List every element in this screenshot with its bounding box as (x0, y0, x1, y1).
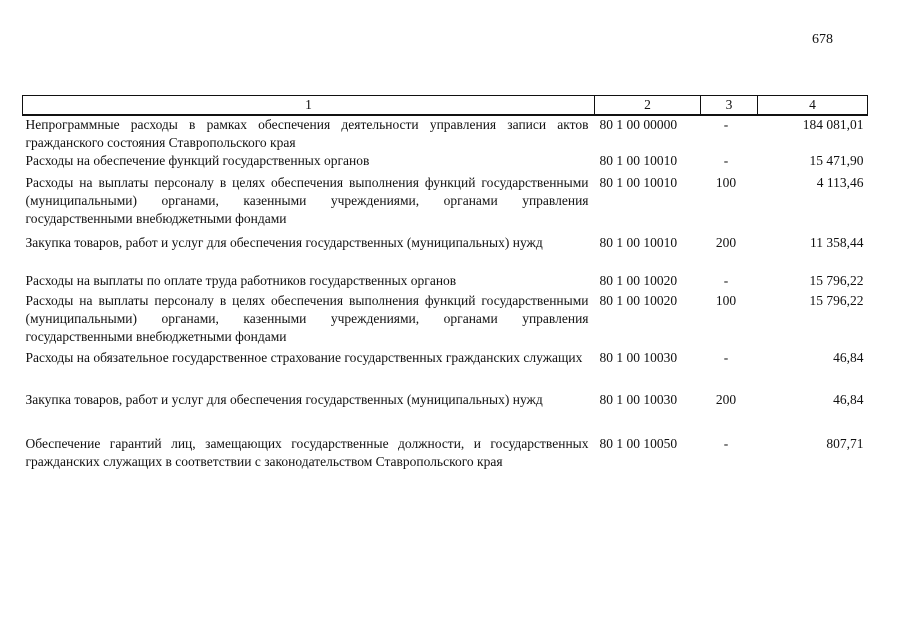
table-row (23, 272, 868, 292)
header-col-1: 1 (23, 96, 595, 116)
amount: 4 113,46 (816, 175, 864, 190)
target-article-code: 80 1 00 10010 (599, 175, 678, 190)
table-body (23, 115, 868, 495)
header-row (23, 96, 868, 116)
table-row (23, 115, 868, 152)
table-row (23, 349, 868, 391)
target-article-code: 80 1 00 10020 (599, 273, 678, 288)
amount: 15 796,22 (809, 273, 864, 288)
expense-name: Расходы на обеспечение функций государственных органов (25, 153, 370, 168)
expense-type-code: 200 (715, 392, 737, 407)
target-article-code: 80 1 00 00000 (599, 117, 678, 132)
amount: 807,71 (826, 436, 864, 451)
expense-name: Расходы на выплаты по оплате труда работников государственных органов (25, 273, 457, 288)
expense-name: Непрограммные расходы в рамках обеспечения деятельности управления записи актов гражданского состояния Ставропольского края (25, 117, 589, 150)
amount: 46,84 (833, 350, 864, 365)
target-article-code: 80 1 00 10030 (599, 350, 678, 365)
table-row (23, 152, 868, 174)
target-article-code: 80 1 00 10030 (599, 392, 678, 407)
expense-name: Закупка товаров, работ и услуг для обеспечения государственных (муниципальных) нужд (25, 235, 543, 250)
expense-type-code: 200 (715, 235, 737, 250)
expense-name: Расходы на обязательное государственное страхование государственных гражданских служащих (25, 350, 583, 365)
budget-table (22, 95, 868, 495)
table-row (23, 234, 868, 272)
expense-name: Закупка товаров, работ и услуг для обеспечения государственных (муниципальных) нужд (25, 392, 543, 407)
amount: 46,84 (833, 392, 864, 407)
expense-name: Обеспечение гарантий лиц, замещающих государственные должности, и государственных гражданских служащих в соответствии с законодательством Ставропольского края (25, 436, 589, 469)
expense-type-code: - (723, 350, 729, 365)
expense-type-code: - (723, 153, 729, 168)
page-number: 678 (812, 32, 833, 47)
table-row (23, 435, 868, 495)
expense-name: Расходы на выплаты персоналу в целях обеспечения выполнения функций государственными (муниципальными) органами, казенными учреждениями, органами управления государственными внебюджетными фондами (25, 293, 589, 344)
expense-type-code: - (723, 436, 729, 451)
expense-type-code: - (723, 273, 729, 288)
amount: 184 081,01 (802, 117, 864, 132)
header-col-4: 4 (758, 96, 868, 116)
header-col-2: 2 (595, 96, 701, 116)
expense-type-code: - (723, 117, 729, 132)
target-article-code: 80 1 00 10010 (599, 153, 678, 168)
expense-type-code: 100 (715, 293, 737, 308)
header-col-3: 3 (701, 96, 758, 116)
target-article-code: 80 1 00 10020 (599, 293, 678, 308)
table-row (23, 174, 868, 234)
amount: 15 796,22 (809, 293, 864, 308)
expense-name: Расходы на выплаты персоналу в целях обеспечения выполнения функций государственными (муниципальными) органами, казенными учреждениями, органами управления государственными внебюджетными фондами (25, 175, 589, 226)
amount: 11 358,44 (810, 235, 864, 250)
amount: 15 471,90 (809, 153, 864, 168)
expense-type-code: 100 (715, 175, 737, 190)
target-article-code: 80 1 00 10050 (599, 436, 678, 451)
target-article-code: 80 1 00 10010 (599, 235, 678, 250)
table-header (23, 96, 868, 116)
table-row (23, 391, 868, 435)
table-row (23, 292, 868, 349)
